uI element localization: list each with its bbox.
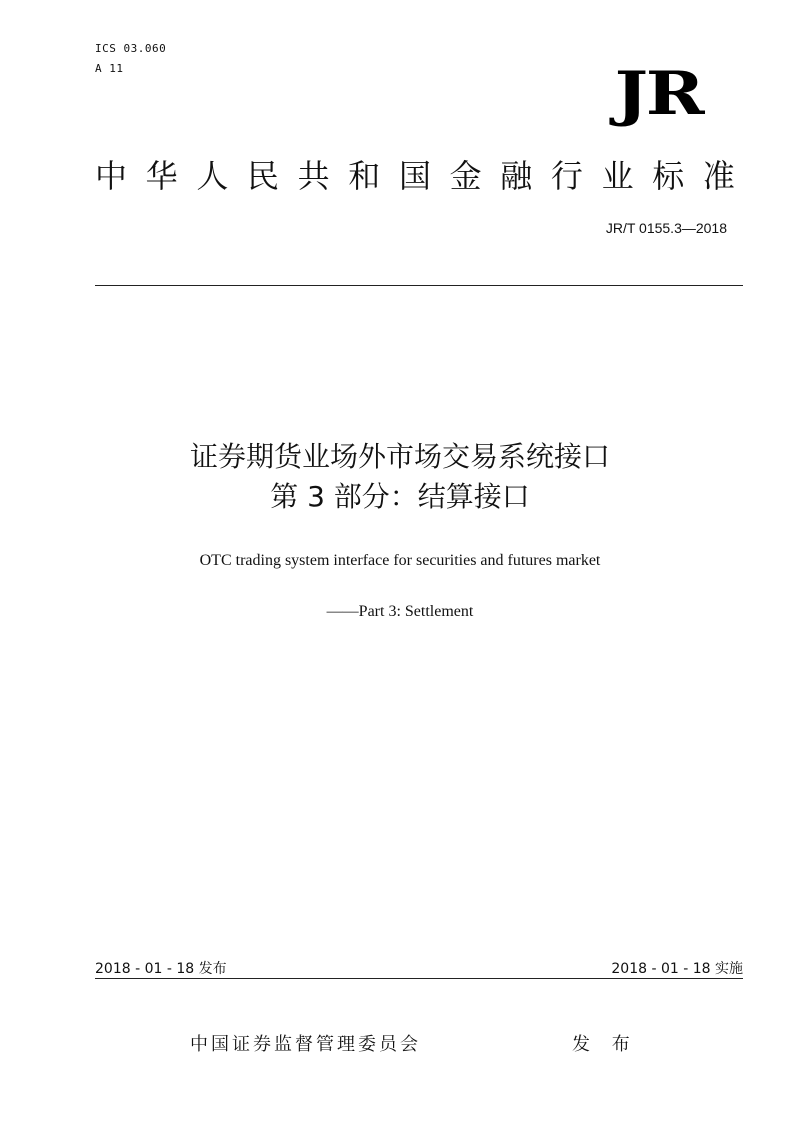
jr-logo: JR [614,59,702,129]
issue-date: 2018 - 01 - 18 发布 [95,961,227,977]
standard-title-char: 金 [449,157,482,195]
standard-title-char: 人 [196,157,229,195]
publisher-name: 中国证券监督管理委员会 [190,1034,421,1055]
standard-title-char: 准 [702,157,735,195]
document-subtitle-en: ——Part 3: Settlement [326,603,474,620]
standard-title-char: 融 [500,157,533,195]
standard-title-char: 中 [95,157,128,195]
date-row [95,960,743,978]
implement-date: 2018 - 01 - 18 实施 [611,961,743,977]
ics-code: ICS 03.060 [95,42,167,55]
publish-label: 发 布 [572,1034,638,1055]
standard-number: JR/T 0155.3—2018 [605,220,727,236]
footer-divider [95,978,743,979]
standard-title-char: 和 [348,157,381,195]
document-title-cn: 证券期货业场外市场交易系统接口 [189,440,610,473]
standard-title-char: 业 [601,157,634,195]
standard-title-char: 共 [297,157,330,195]
header-divider [95,285,743,286]
standard-title-char: 标 [652,157,685,195]
standard-title-char: 国 [398,157,431,195]
document-subtitle-cn: 第 3 部分：结算接口 [270,480,530,513]
standard-title-char: 华 [145,157,178,195]
category-code: A 11 [95,62,124,75]
standard-title [95,156,735,196]
document-title-en: OTC trading system interface for securities and futures market [199,552,601,569]
standard-title-char: 民 [246,157,279,195]
standard-title-char: 行 [550,157,583,195]
